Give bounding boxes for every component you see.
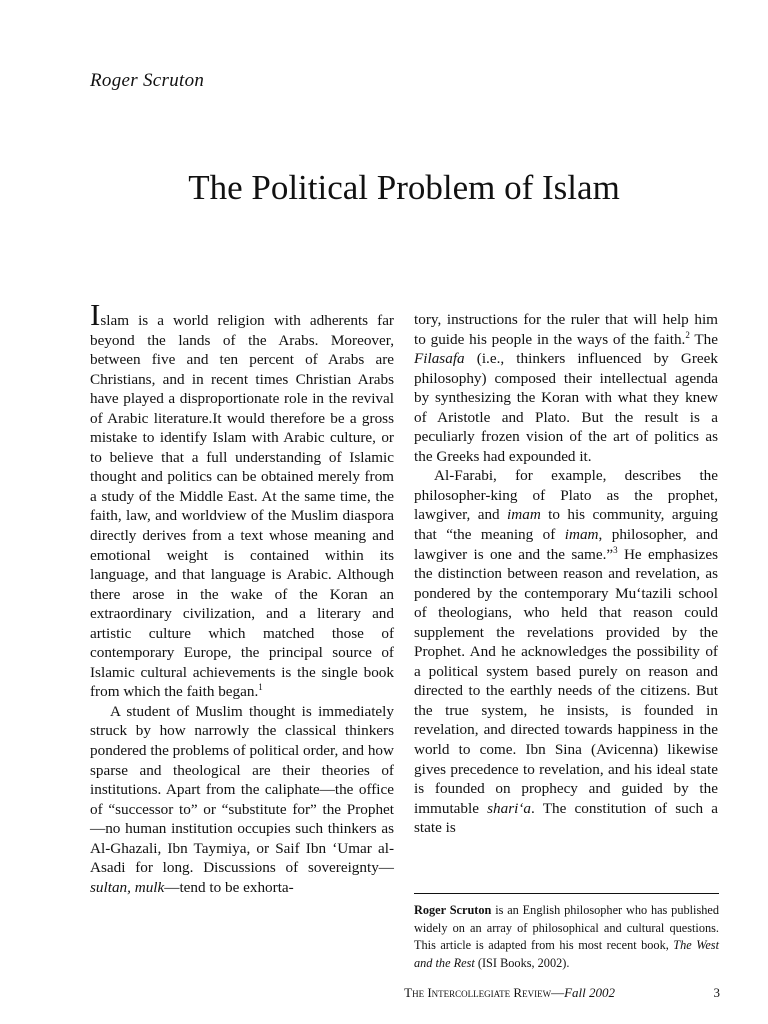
paragraph-text: Al-Farabi, for example, describes the philosopher-king of Plato as the prophet, lawgiver, and <box>414 467 718 524</box>
paragraph-text: tory, instructions for the ruler that will help him to guide his people in the ways of the faith. <box>414 311 718 348</box>
italic-term: shari‘a <box>487 799 532 817</box>
author-note <box>414 902 719 972</box>
italic-term: sultan, mulk <box>90 878 165 896</box>
paragraph-text: , philosopher, and lawgiver is one and the same.” <box>414 526 718 563</box>
journal-name: The Intercollegiate Review <box>404 985 552 1000</box>
paragraph-text: —tend to be exhorta- <box>164 878 294 896</box>
footnote-marker: 2 <box>685 329 690 340</box>
paragraph-text: (i.e., thinkers influenced by Greek philosophy) composed their intellectual agenda by synthesizing the Koran with what they knew of Aristotle and Plato. But the result is a peculiarly frozen vision of the art of politics as the Greeks had expounded it. <box>414 350 718 465</box>
italic-term: imam <box>564 526 599 544</box>
paragraph-text: The <box>689 330 718 348</box>
paragraph <box>414 466 718 837</box>
right-column <box>414 310 718 838</box>
page-number: 3 <box>713 985 720 1000</box>
author-note-name: Roger Scruton <box>414 903 492 917</box>
author-note-text: is an English philosopher who has published widely on an array of philosophical and cultural questions. This article is adapted from his most recent book, <box>414 903 719 952</box>
paragraph-text: slam is a world religion with adherents far beyond the lands of the Arabs. Moreover, between five and ten percent of Arabs are Christians, and in recent times Christian Arabs have played a disproportionate role in the revival of Arabic literature.It would therefore be a gross mistake to identify Islam with Arabic culture, or to believe that a full understanding of Islamic thought and politics can be obtained merely from a study of the Middle East. At the same time, the faith, law, and worldview of the Muslim diaspora directly derives from a text whose meaning and emotional weight is contained within its language, and that language is Arabic. Although there arose in the wake of the Koran an extraordinary civilization, and a literary and artistic culture which matched those of contemporary Europe, the principal source of Islamic cultural achievements is the single book from which the faith began. <box>90 312 394 701</box>
journal-info <box>404 985 615 1001</box>
paragraph <box>414 310 718 466</box>
author-name: Roger Scruton <box>90 70 205 91</box>
author-note-divider <box>414 893 719 894</box>
footnote-marker: 3 <box>613 544 618 555</box>
drop-cap: I <box>90 297 101 332</box>
italic-term: Filasafa <box>414 350 465 368</box>
footnote-marker: 1 <box>258 682 263 693</box>
paragraph-text: A student of Muslim thought is immediately struck by how narrowly the classical thinkers pondered the problems of political order, and how sparse and theological are their theories of institutions. Apart from the caliphate—the office of “successor to” or “substitute for” the Prophet—no human institution occupies such thinkers as Al-Ghazali, Ibn Taymiya, or Saif Ibn ‘Umar al-Asadi for long. Discussions of sovereignty— <box>90 702 394 877</box>
paragraph <box>90 702 394 897</box>
paragraph-text: . The constitution of such a state is <box>414 799 718 837</box>
paragraph-text: to his community, arguing that “the meaning of <box>414 506 718 544</box>
paragraph-text: He emphasizes the distinction between reason and revelation, as pondered by the contemporary Mu‘tazili school of theologians, who held that reason could supplement the revelations provided by the Prophet. And he acknowledges the possibility of a political system based purely on reason and directed to the earthly needs of the citizens. But the true system, he insists, is founded in revelation, and directed towards happiness in the world to come. Ibn Sina (Avicenna) likewise gives precedence to revelation, and his ideal state is founded on prophecy and guided by the immutable <box>414 545 718 817</box>
paragraph <box>90 297 394 702</box>
left-column <box>90 297 394 897</box>
issue-date: Fall 2002 <box>564 985 615 1000</box>
book-title: The West and the Rest <box>414 938 720 970</box>
article-title: The Political Problem of Islam <box>188 168 620 207</box>
footer-separator: — <box>551 985 565 1000</box>
author-note-text: (ISI Books, 2002). <box>474 955 570 970</box>
italic-term: imam <box>507 506 541 524</box>
